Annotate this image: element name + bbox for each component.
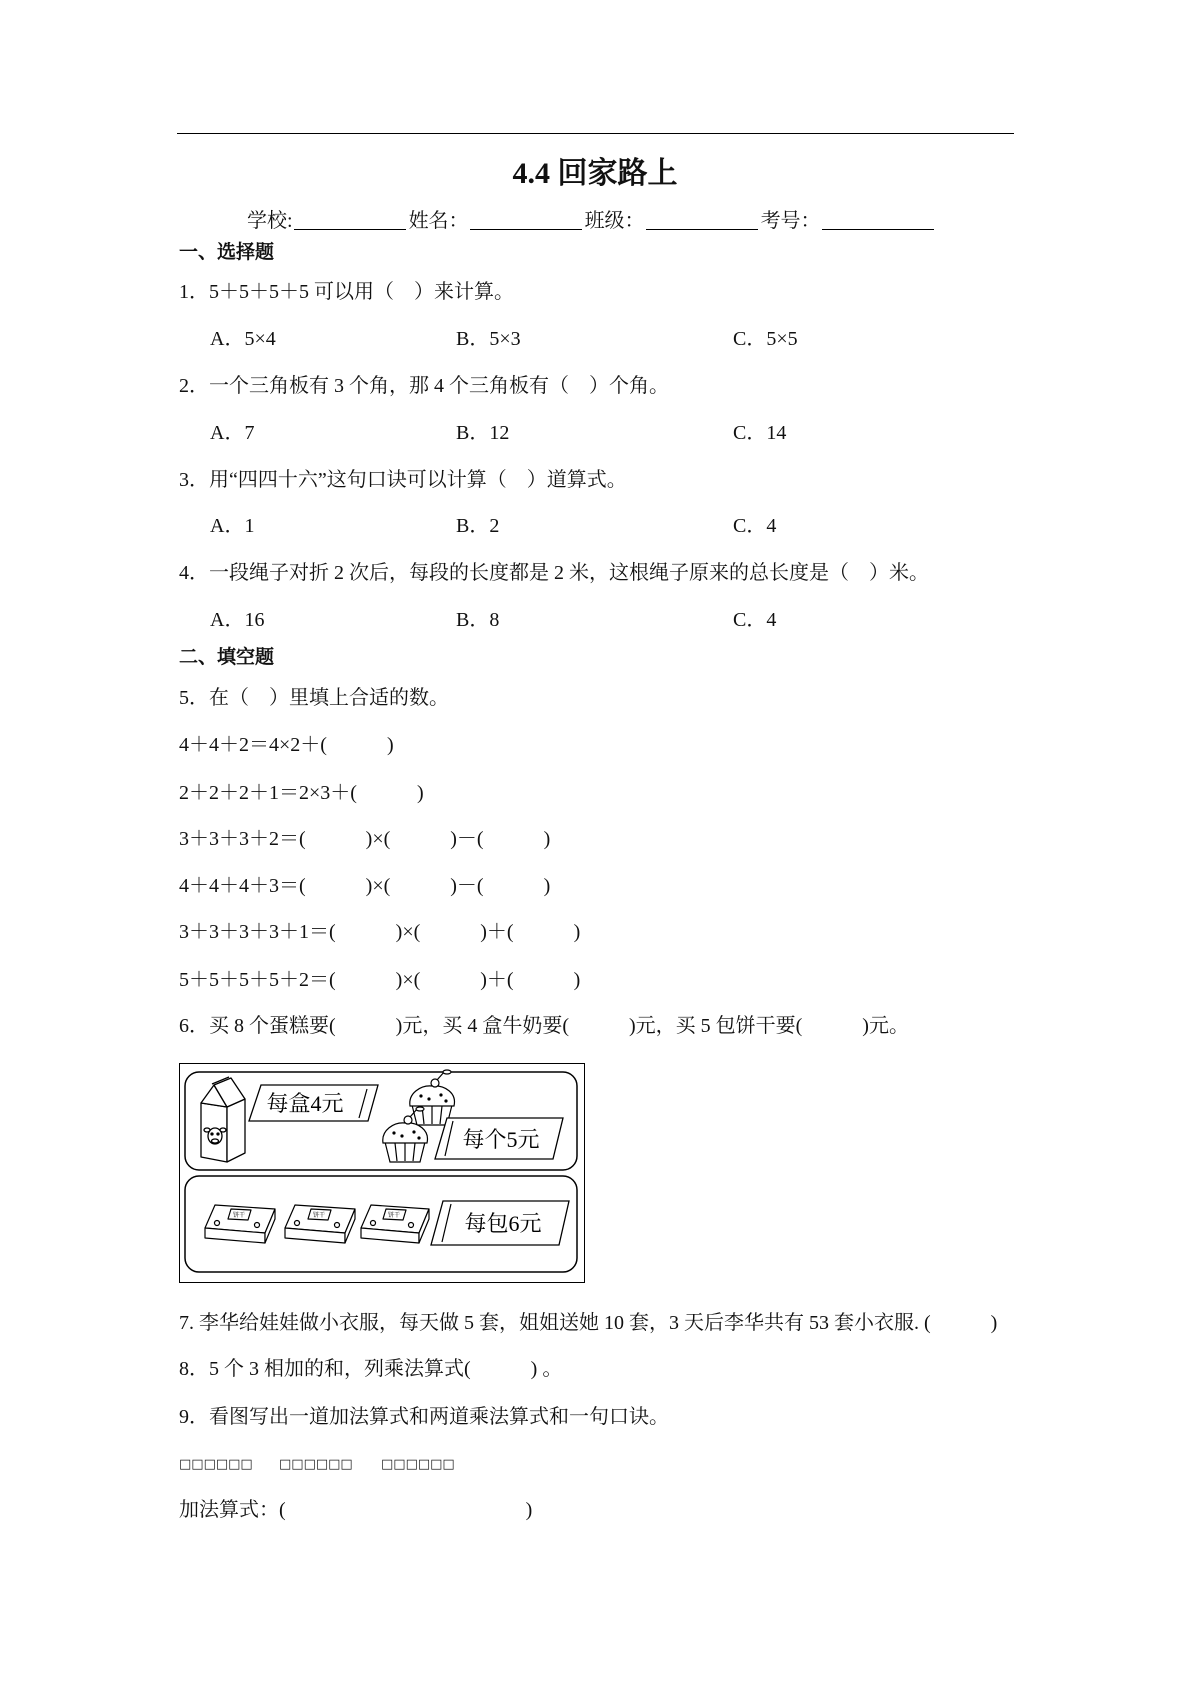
exam-number-blank — [822, 209, 934, 230]
equation-line: 4＋4＋2＝4×2＋( ) — [179, 734, 394, 756]
exam-number-label: 考号： — [760, 210, 821, 232]
question-2-stem: 2．一个三角板有 3 个角，那 4 个三角板有（ ）个角。 — [179, 375, 669, 397]
question-7-stem: 7. 李华给娃娃做小衣服，每天做 5 套，姐姐送她 10 套，3 天后李华共有 53 套小衣服. ( ) — [179, 1312, 998, 1334]
option-b: B．2 — [456, 515, 500, 537]
option-c: C．4 — [733, 609, 777, 631]
option-a: A．7 — [210, 422, 255, 444]
name-blank — [470, 209, 582, 230]
school-blank — [294, 209, 406, 230]
option-c: C．14 — [733, 422, 787, 444]
class-label: 班级： — [584, 210, 645, 232]
class-blank — [646, 209, 758, 230]
header-rule — [177, 133, 1014, 134]
question-9-stem: 9．看图写出一道加法算式和两道乘法算式和一句口诀。 — [179, 1406, 669, 1428]
biscuit-pack-label: 饼干 — [387, 1211, 400, 1219]
question-6-stem: 6．买 8 个蛋糕要( )元，买 4 盒牛奶要( )元，买 5 包饼干要( )元。 — [179, 1015, 909, 1037]
biscuit-pack-label: 饼干 — [232, 1211, 245, 1219]
equation-line: 3＋3＋3＋3＋1＝( )×( )＋( ) — [179, 921, 581, 943]
option-b: B．5×3 — [456, 328, 521, 350]
name-label: 姓名： — [408, 210, 469, 232]
missing-image-placeholder: □□□□□□ — [179, 1457, 253, 1472]
biscuit-pack-icon — [361, 1205, 429, 1243]
milk-price-text: 每盒4元 — [265, 1090, 344, 1116]
school-label: 学校: — [247, 210, 293, 232]
question-5-stem: 5．在（ ）里填上合适的数。 — [179, 687, 449, 709]
question-4-stem: 4．一段绳子对折 2 次后，每段的长度都是 2 米，这根绳子原来的总长度是（ ）米。 — [179, 562, 929, 584]
option-a: A．5×4 — [210, 328, 276, 350]
option-c: C．4 — [733, 515, 777, 537]
biscuit-price-text: 每包6元 — [463, 1210, 542, 1236]
option-a: A．16 — [210, 609, 265, 631]
equation-line: 4＋4＋4＋3＝( )×( )－( ) — [179, 875, 551, 897]
biscuit-pack-label: 饼干 — [312, 1211, 325, 1219]
option-b: B．8 — [456, 609, 500, 631]
option-a: A．1 — [210, 515, 255, 537]
section-heading-fill: 二、填空题 — [179, 647, 275, 668]
section-heading-choice: 一、选择题 — [179, 242, 275, 263]
biscuit-pack-icon — [285, 1205, 355, 1243]
question-8-stem: 8．5 个 3 相加的和，列乘法算式( ) 。 — [179, 1358, 563, 1380]
cake-price-tag — [435, 1118, 563, 1159]
student-info-line — [247, 208, 937, 234]
option-c: C．5×5 — [733, 328, 798, 350]
missing-image-placeholder: □□□□□□ — [381, 1457, 455, 1472]
question-2-options — [0, 420, 1190, 446]
question-4-options — [0, 607, 1190, 633]
equation-line: 2＋2＋2＋1＝2×3＋( ) — [179, 782, 424, 804]
addition-formula-line: 加法算式：( ) — [179, 1499, 533, 1521]
price-illustration — [179, 1063, 585, 1283]
missing-image-placeholder: □□□□□□ — [279, 1457, 353, 1472]
equation-line: 5＋5＋5＋5＋2＝( )×( )＋( ) — [179, 969, 581, 991]
biscuit-price-tag — [431, 1201, 569, 1245]
biscuit-pack-icon — [205, 1205, 275, 1243]
price-illustration-svg — [179, 1063, 585, 1283]
question-1-stem: 1．5＋5＋5＋5 可以用（ ）来计算。 — [179, 281, 514, 303]
option-b: B．12 — [456, 422, 510, 444]
question-3-options — [0, 513, 1190, 539]
equation-line: 3＋3＋3＋2＝( )×( )－( ) — [179, 828, 551, 850]
cake-price-text: 每个5元 — [461, 1126, 540, 1152]
milk-price-tag — [249, 1085, 378, 1121]
question-3-stem: 3．用“四四十六”这句口诀可以计算（ ）道算式。 — [179, 469, 627, 491]
question-1-options — [0, 326, 1190, 352]
page-title: 4.4 回家路上 — [512, 157, 678, 190]
